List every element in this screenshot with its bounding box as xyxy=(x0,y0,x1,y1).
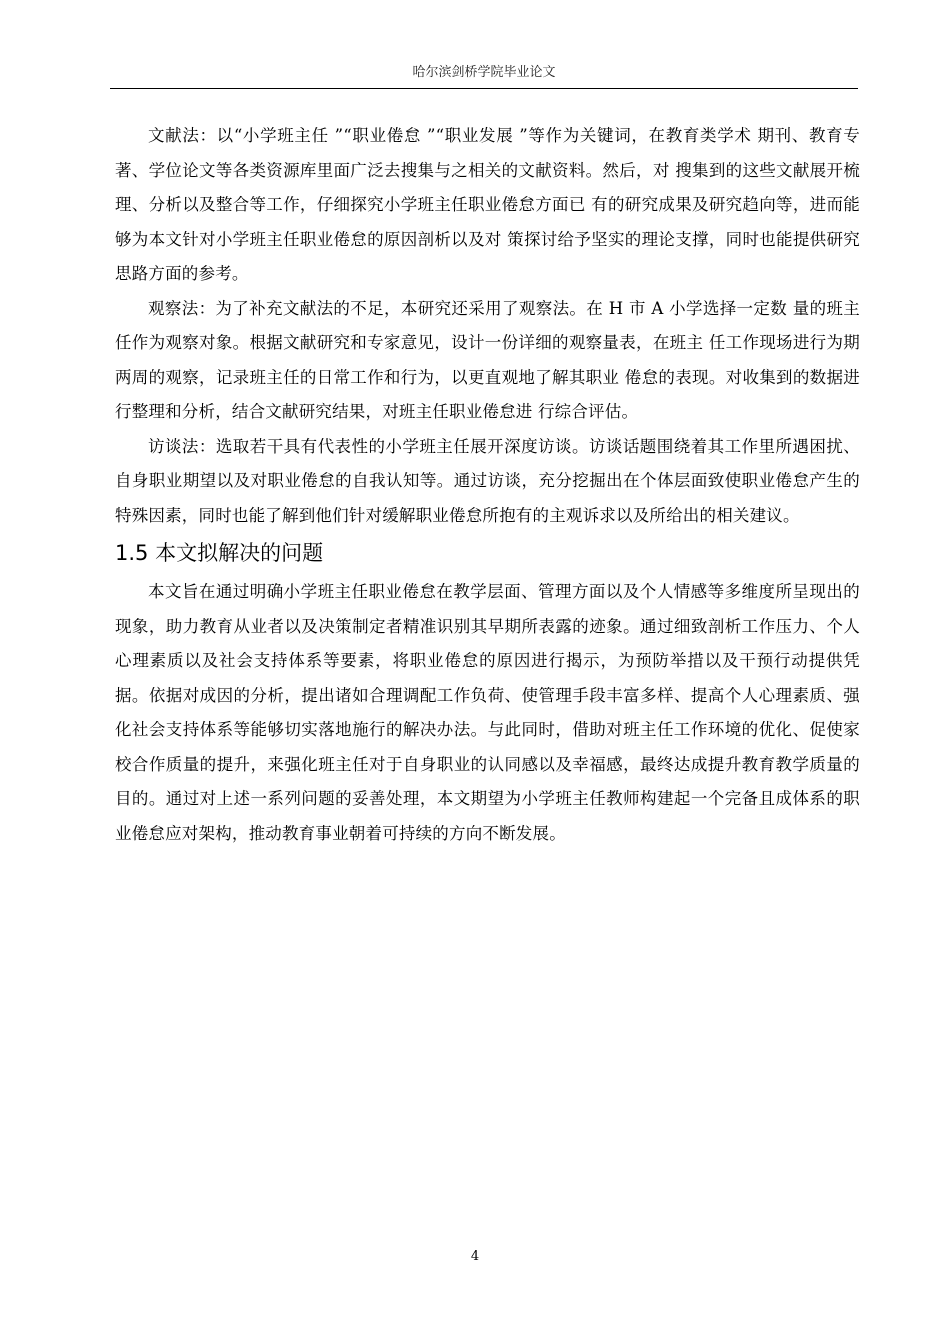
section-heading: 1.5 本文拟解决的问题 xyxy=(115,541,324,565)
body-text xyxy=(115,119,860,851)
paragraph-observation-method: 观察法：为了补充文献法的不足，本研究还采用了观察法。在 H 市 A 小学选择一定数 量的班主任作为观察对象。根据文献研究和专家意见，设计一份详细的观察量表，在班主 任工作现场进行为期两周的观察，记录班主任的日常工作和行为，以更直观地了解其职业 倦怠的表现。对收集到的数据进行整理和分析，结合文献研究结果，对班主任职业倦怠进 行综合评估。 xyxy=(115,298,860,421)
header-divider xyxy=(110,88,858,89)
paragraph-literature-method: 文献法：以“小学班主任 ”“职业倦怠 ”“职业发展 ”等作为关键词，在教育类学术 期刊、教育专著、学位论文等各类资源库里面广泛去搜集与之相关的文献资料。然后，对 搜集到的这些文献展开梳理、分析以及整合等工作，仔细探究小学班主任职业倦怠方面已 有的研究成果及研究趋向等，进而能够为本文针对小学班主任职业倦怠的原因剖析以及对 策探讨给予坚实的理论支撑，同时也能提供研究思路方面的参考。 xyxy=(115,126,860,283)
paragraph-problems-to-solve: 本文旨在通过明确小学班主任职业倦怠在教学层面、管理方面以及个人情感等多维度所呈现出的现象，助力教育从业者以及决策制定者精准识别其早期所表露的迹象。通过细致剖析工作压力、个人心理素质以及社会支持体系等要素，将职业倦怠的原因进行揭示，为预防举措以及干预行动提供凭据。依据对成因的分析，提出诸如合理调配工作负荷、使管理手段丰富多样、提高个人心理素质、强化社会支持体系等能够切实落地施行的解决办法。与此同时，借助对班主任工作环境的优化、促使家校合作质量的提升，来强化班主任对于自身职业的认同感以及幸福感，最终达成提升教育教学质量的目的。通过对上述一系列问题的妥善处理，本文期望为小学班主任教师构建起一个完备且成体系的职业倦怠应对架构，推动教育事业朝着可持续的方向不断发展。 xyxy=(115,582,860,843)
page-number: 4 xyxy=(470,1249,480,1264)
paragraph-interview-method: 访谈法：选取若干具有代表性的小学班主任展开深度访谈。访谈话题围绕着其工作里所遇困扰、自身职业期望以及对职业倦怠的自我认知等。通过访谈，充分挖掘出在个体层面致使职业倦怠产生的特殊因素，同时也能了解到他们针对缓解职业倦怠所抱有的主观诉求以及所给出的相关建议。 xyxy=(115,436,860,525)
running-header: 哈尔滨剑桥学院毕业论文 xyxy=(412,65,556,80)
